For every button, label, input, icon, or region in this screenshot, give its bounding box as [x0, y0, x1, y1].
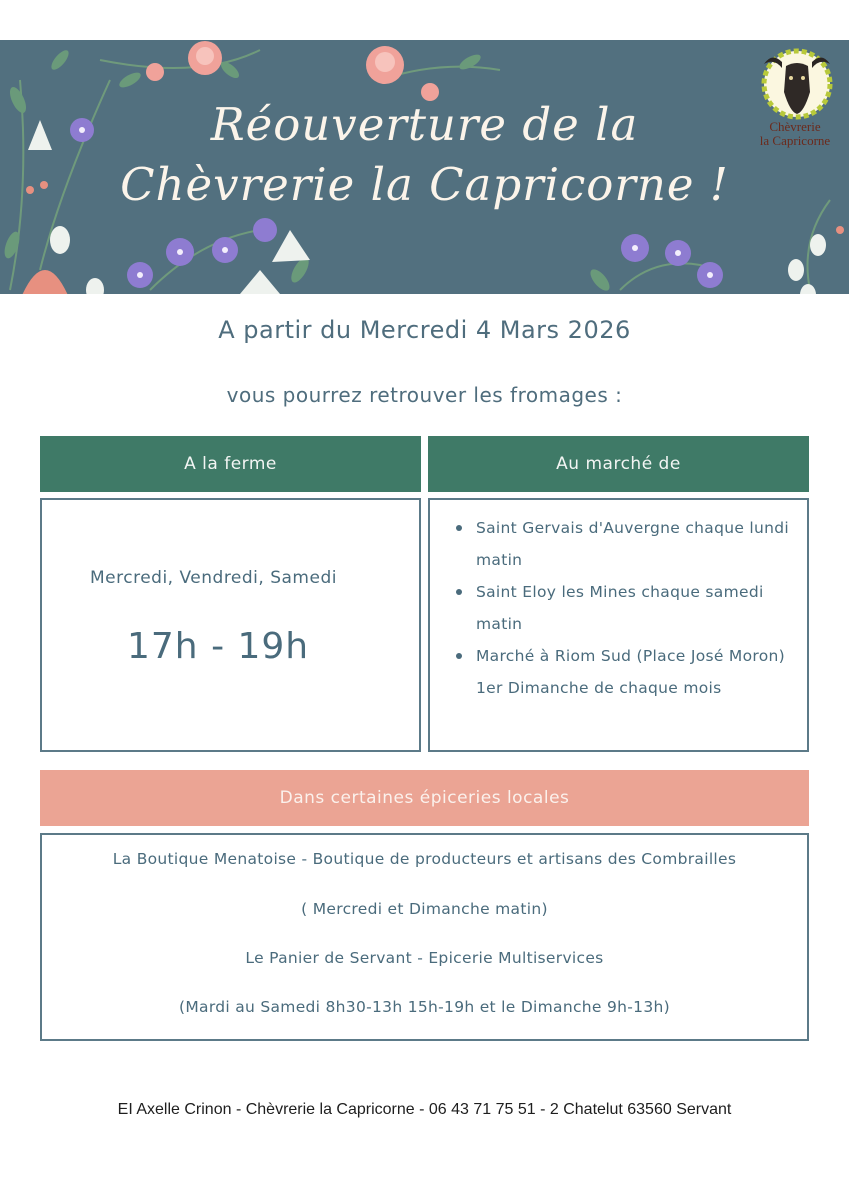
- shops-heading: Dans certaines épiceries locales: [40, 770, 809, 826]
- title-line-2: Chèvrerie la Capricorne !: [120, 158, 729, 211]
- logo-text-line-2: la Capricorne: [759, 133, 831, 148]
- footer-contact: EI Axelle Crinon - Chèvrerie la Capricorne - 06 43 71 75 51 - 2 Chatelut 63560 Servant: [117, 1101, 732, 1118]
- market-heading: Au marché de: [428, 436, 809, 492]
- title-line-1: Réouverture de la: [210, 98, 639, 151]
- market-list: [452, 512, 802, 704]
- list-item: Saint Gervais d'Auvergne chaque lundi matin: [452, 512, 802, 576]
- farm-hours: 17h - 19h: [127, 626, 310, 667]
- farm-box: [40, 498, 421, 752]
- reopening-date: A partir du Mercredi 4 Mars 2026: [218, 316, 631, 344]
- shop-2-hours: (Mardi au Samedi 8h30-13h 15h-19h et le Dimanche 9h-13h): [179, 998, 670, 1016]
- list-item: Saint Eloy les Mines chaque samedi matin: [452, 576, 802, 640]
- list-item: Marché à Riom Sud (Place José Moron) 1er Dimanche de chaque mois: [452, 640, 802, 704]
- shop-1-name: La Boutique Menatoise - Boutique de producteurs et artisans des Combrailles: [112, 850, 737, 868]
- logo-text-line-1: Chèvrerie: [769, 119, 821, 134]
- shop-2-name: Le Panier de Servant - Epicerie Multiservices: [245, 949, 604, 967]
- cheese-intro: vous pourrez retrouver les fromages :: [226, 383, 623, 407]
- header-banner: [0, 40, 849, 294]
- shop-1-hours: ( Mercredi et Dimanche matin): [301, 900, 548, 918]
- farm-heading: A la ferme: [40, 436, 421, 492]
- farm-days: Mercredi, Vendredi, Samedi: [90, 568, 337, 588]
